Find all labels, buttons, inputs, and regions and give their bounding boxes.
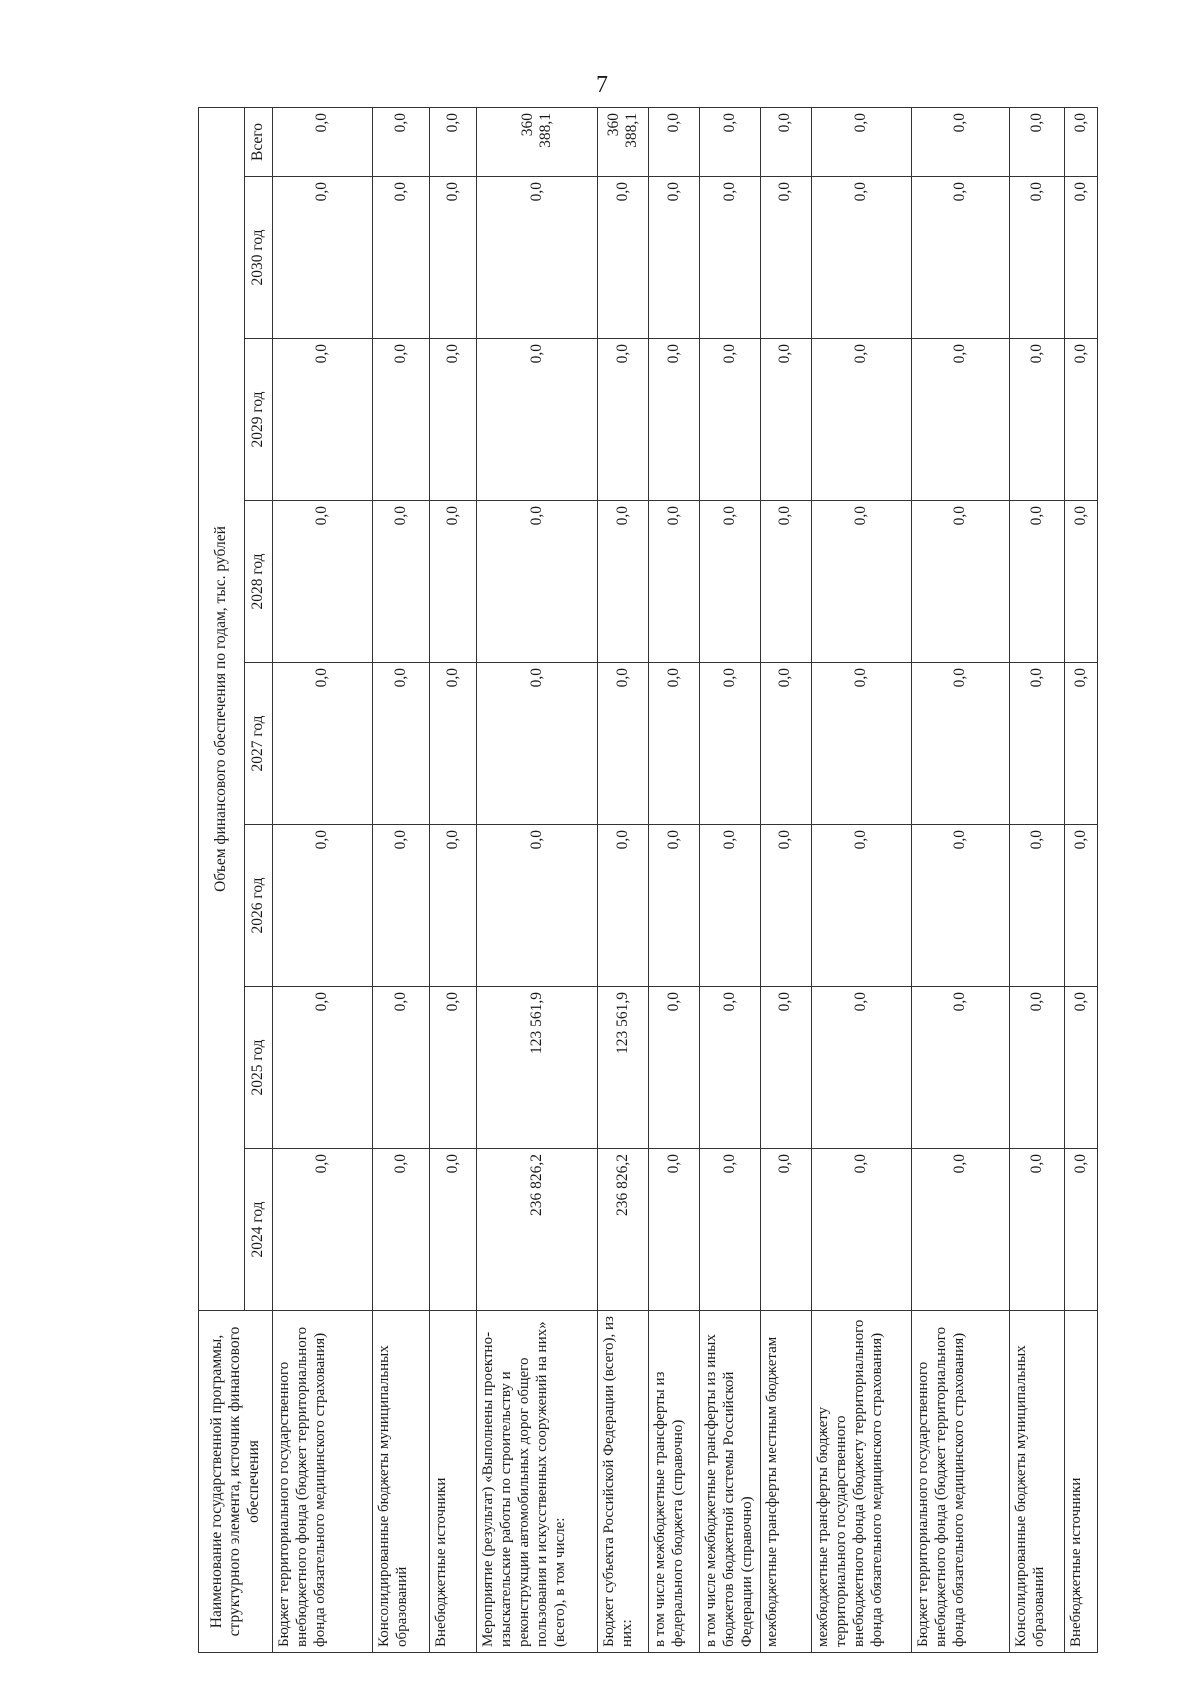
row-value: 0,0 [373, 987, 430, 1149]
table-row [1010, 108, 1065, 1653]
row-value: 0,0 [1010, 987, 1065, 1149]
table-wrapper [198, 108, 1098, 1653]
row-value: 0,0 [373, 108, 430, 177]
table-row [477, 108, 598, 1653]
row-value: 0,0 [700, 108, 760, 177]
table-row [1065, 108, 1098, 1653]
row-source-name: межбюджетные трансферты местным бюджетам [760, 1311, 811, 1653]
header-year: 2029 год [245, 339, 273, 501]
row-value: 0,0 [1010, 663, 1065, 825]
row-value: 0,0 [598, 825, 649, 987]
header-volume-group: Объем финансового обеспечения по годам, тыс. рублей [199, 108, 245, 1311]
row-value: 0,0 [700, 663, 760, 825]
row-value: 0,0 [373, 663, 430, 825]
row-value: 360 388,1 [598, 108, 649, 177]
row-value: 0,0 [760, 177, 811, 339]
row-value: 0,0 [760, 108, 811, 177]
row-value: 0,0 [649, 1149, 700, 1311]
row-value: 0,0 [911, 987, 1009, 1149]
row-value: 0,0 [1065, 177, 1098, 339]
row-value: 0,0 [1065, 663, 1098, 825]
row-value: 0,0 [1010, 177, 1065, 339]
row-value: 0,0 [811, 501, 911, 663]
row-value: 0,0 [430, 663, 477, 825]
row-value: 0,0 [430, 177, 477, 339]
row-value: 0,0 [811, 663, 911, 825]
row-value: 0,0 [1065, 108, 1098, 177]
row-value: 0,0 [760, 1149, 811, 1311]
row-value: 236 826,2 [477, 1149, 598, 1311]
row-value: 0,0 [760, 987, 811, 1149]
row-value: 0,0 [649, 663, 700, 825]
row-value: 0,0 [700, 987, 760, 1149]
row-value: 0,0 [911, 177, 1009, 339]
header-year: 2024 год [245, 1149, 273, 1311]
row-value: 123 561,9 [598, 987, 649, 1149]
row-value: 0,0 [811, 108, 911, 177]
header-year: 2025 год [245, 987, 273, 1149]
table-row [649, 108, 700, 1653]
row-value: 0,0 [649, 339, 700, 501]
row-source-name: Бюджет субъекта Российской Федерации (всего), из них: [598, 1311, 649, 1653]
row-value: 0,0 [598, 177, 649, 339]
table-row [373, 108, 430, 1653]
table-row [760, 108, 811, 1653]
row-value: 0,0 [430, 825, 477, 987]
header-year: 2028 год [245, 501, 273, 663]
row-value: 0,0 [649, 987, 700, 1149]
row-value: 0,0 [598, 663, 649, 825]
row-value: 0,0 [1065, 825, 1098, 987]
row-value: 0,0 [1065, 339, 1098, 501]
row-value: 0,0 [273, 339, 373, 501]
row-value: 0,0 [911, 339, 1009, 501]
row-value: 0,0 [700, 501, 760, 663]
row-source-name: Внебюджетные источники [1065, 1311, 1098, 1653]
header-year: 2027 год [245, 663, 273, 825]
row-value: 0,0 [1065, 501, 1098, 663]
row-value: 0,0 [598, 501, 649, 663]
row-source-name: Консолидированные бюджеты муниципальных образований [373, 1311, 430, 1653]
row-source-name: Мероприятие (результат) «Выполнены проектно-изыскательские работы по строительству и реконструкции автомобильных дорог общего пользования и искусственных сооружений на них» (всего), в том числе: [477, 1311, 598, 1653]
row-value: 0,0 [649, 825, 700, 987]
table-row [811, 108, 911, 1653]
row-value: 0,0 [1010, 501, 1065, 663]
header-year: 2026 год [245, 825, 273, 987]
row-value: 0,0 [760, 825, 811, 987]
row-value: 0,0 [811, 987, 911, 1149]
row-value: 0,0 [811, 177, 911, 339]
row-value: 0,0 [273, 1149, 373, 1311]
row-value: 0,0 [760, 663, 811, 825]
row-value: 0,0 [649, 177, 700, 339]
row-value: 0,0 [811, 1149, 911, 1311]
row-value: 0,0 [430, 501, 477, 663]
row-value: 0,0 [273, 987, 373, 1149]
row-value: 0,0 [700, 339, 760, 501]
row-value: 0,0 [477, 339, 598, 501]
row-value: 0,0 [911, 1149, 1009, 1311]
row-source-name: в том числе межбюджетные трансферты из федерального бюджета (справочно) [649, 1311, 700, 1653]
row-value: 0,0 [700, 825, 760, 987]
row-value: 0,0 [700, 1149, 760, 1311]
row-source-name: Бюджет территориального государственного внебюджетного фонда (бюджет территориального фонда обязательного медицинского страхования) [911, 1311, 1009, 1653]
row-value: 0,0 [1010, 339, 1065, 501]
table-row [273, 108, 373, 1653]
header-name-column: Наименование государственной программы, структурного элемента, источник финансового обеспечения [199, 1311, 273, 1653]
table-row [700, 108, 760, 1653]
row-source-name: Внебюджетные источники [430, 1311, 477, 1653]
page-number: 7 [596, 72, 608, 98]
row-value: 0,0 [273, 108, 373, 177]
row-source-name: в том числе межбюджетные трансферты из иных бюджетов бюджетной системы Российской Федерации (справочно) [700, 1311, 760, 1653]
table-rotator [198, 108, 1098, 1653]
row-value: 0,0 [373, 501, 430, 663]
row-value: 0,0 [373, 339, 430, 501]
row-value: 0,0 [1065, 1149, 1098, 1311]
row-value: 0,0 [430, 1149, 477, 1311]
table-row [911, 108, 1009, 1653]
row-value: 0,0 [911, 825, 1009, 987]
table-row [430, 108, 477, 1653]
row-value: 0,0 [598, 339, 649, 501]
row-value: 0,0 [477, 825, 598, 987]
row-value: 0,0 [1010, 108, 1065, 177]
row-value: 0,0 [911, 501, 1009, 663]
row-value: 0,0 [273, 663, 373, 825]
table-row [598, 108, 649, 1653]
row-value: 0,0 [430, 987, 477, 1149]
row-value: 0,0 [273, 825, 373, 987]
row-value: 0,0 [273, 177, 373, 339]
row-value: 0,0 [477, 501, 598, 663]
row-value: 0,0 [373, 177, 430, 339]
row-value: 0,0 [430, 108, 477, 177]
row-value: 0,0 [811, 825, 911, 987]
row-value: 0,0 [1010, 1149, 1065, 1311]
header-year: Всего [245, 108, 273, 177]
row-value: 0,0 [760, 339, 811, 501]
row-value: 0,0 [477, 663, 598, 825]
row-value: 360 388,1 [477, 108, 598, 177]
row-value: 0,0 [373, 1149, 430, 1311]
row-value: 0,0 [477, 177, 598, 339]
row-source-name: Бюджет территориального государственного внебюджетного фонда (бюджет территориального фонда обязательного медицинского страхования) [273, 1311, 373, 1653]
row-value: 0,0 [273, 501, 373, 663]
row-value: 236 826,2 [598, 1149, 649, 1311]
row-value: 0,0 [649, 501, 700, 663]
row-value: 0,0 [700, 177, 760, 339]
row-value: 0,0 [760, 501, 811, 663]
row-value: 0,0 [1010, 825, 1065, 987]
row-value: 0,0 [811, 339, 911, 501]
header-year: 2030 год [245, 177, 273, 339]
row-value: 0,0 [373, 825, 430, 987]
row-value: 0,0 [911, 108, 1009, 177]
financing-table [198, 107, 1098, 1653]
row-source-name: Консолидированные бюджеты муниципальных образований [1010, 1311, 1065, 1653]
row-value: 0,0 [911, 663, 1009, 825]
row-value: 0,0 [430, 339, 477, 501]
row-value: 0,0 [1065, 987, 1098, 1149]
row-value: 0,0 [649, 108, 700, 177]
row-source-name: межбюджетные трансферты бюджету территориального государственного внебюджетного фонда (бюджету территориального фонда обязательного медицинского страхования) [811, 1311, 911, 1653]
row-value: 123 561,9 [477, 987, 598, 1149]
